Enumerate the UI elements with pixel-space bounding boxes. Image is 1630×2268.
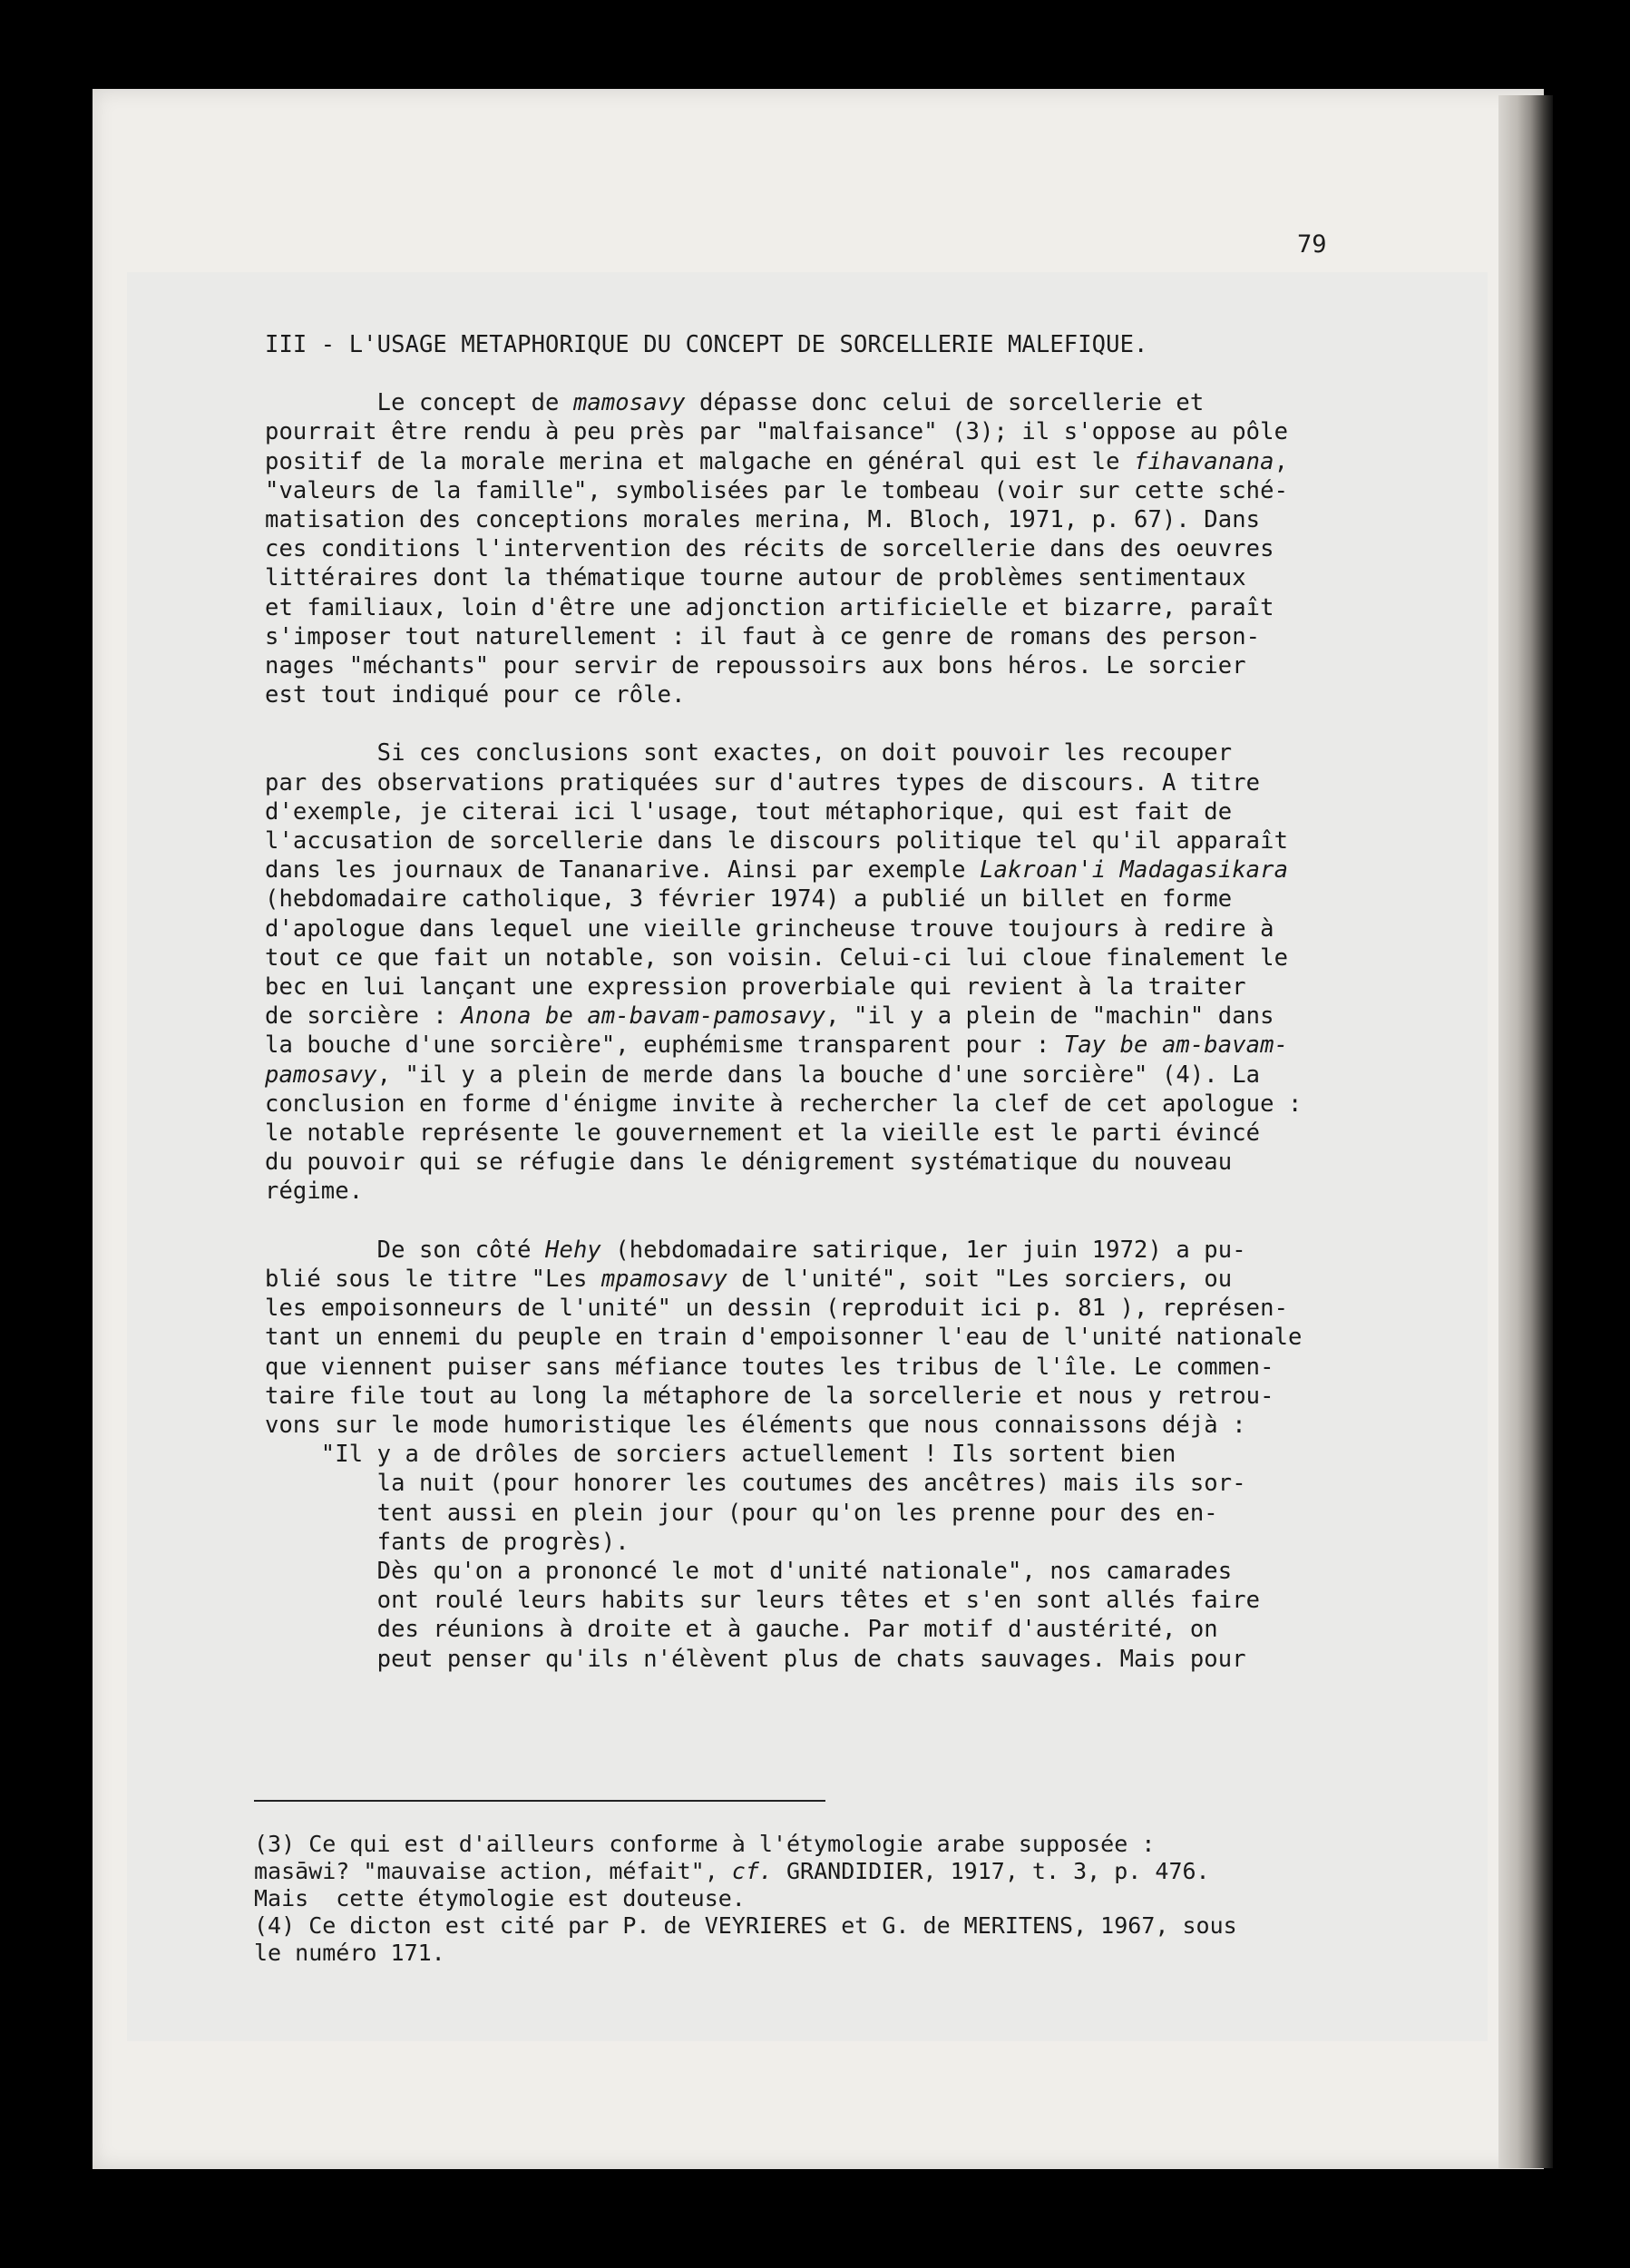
quote-line: "Il y a de drôles de sorciers actuellement ! Ils sortent bien xyxy=(265,1441,1176,1469)
p1-line: positif de la morale merina et malgache en général qui est le fihavanana, xyxy=(265,447,1289,475)
quote-line: tent aussi en plein jour (pour qu'on les prenne pour des en- xyxy=(265,1499,1218,1527)
p1-line: "valeurs de la famille", symbolisées par le tombeau (voir sur cette sché- xyxy=(265,476,1289,504)
footnotes-line: masāwi? "mauvaise action, méfait", cf. GRANDIDIER, 1917, t. 3, p. 476. xyxy=(254,1858,1210,1884)
quote-line: la nuit (pour honorer les coutumes des ancêtres) mais ils sor- xyxy=(265,1470,1246,1498)
p2-line: dans les journaux de Tananarive. Ainsi par exemple Lakroan'i Madagasikara xyxy=(265,856,1289,885)
p2-line: Si ces conclusions sont exactes, on doit pouvoir les recouper xyxy=(265,739,1233,767)
p2-line: (hebdomadaire catholique, 3 février 1974) a publié un billet en forme xyxy=(265,885,1233,914)
p2-line: d'apologue dans lequel une vieille grincheuse trouve toujours à redire à xyxy=(265,914,1274,943)
p2-line: régime. xyxy=(265,1178,364,1206)
p2-line: tout ce que fait un notable, son voisin. Celui-ci lui cloue finalement le xyxy=(265,943,1289,972)
p1-line: littéraires dont la thématique tourne autour de problèmes sentimentaux xyxy=(265,564,1246,592)
quote-line: ont roulé leurs habits sur leurs têtes et s'en sont allés faire xyxy=(265,1587,1261,1615)
footnotes-line: (4) Ce dicton est cité par P. de VEYRIERES et G. de MERITENS, 1967, sous xyxy=(254,1912,1237,1939)
p3-line: tant un ennemi du peuple en train d'empoisonner l'eau de l'unité nationale xyxy=(265,1324,1303,1352)
quote-line: fants de progrès). xyxy=(265,1528,630,1556)
p3-line: De son côté Hehy (hebdomadaire satirique, 1er juin 1972) a pu- xyxy=(265,1236,1246,1264)
p3-line: taire file tout au long la métaphore de la sorcellerie et nous y retrou- xyxy=(265,1382,1274,1410)
p2-line: de sorcière : Anona be am-bavam-pamosavy, "il y a plein de "machin" dans xyxy=(265,1002,1274,1031)
p3-line: que viennent puiser sans méfiance toutes les tribus de l'île. Le commen- xyxy=(265,1353,1274,1381)
section-heading: III - L'USAGE METAPHORIQUE DU CONCEPT DE SORCELLERIE MALEFIQUE. xyxy=(265,331,1148,358)
footnotes-line: (3) Ce qui est d'ailleurs conforme à l'étymologie arabe supposée : xyxy=(254,1831,1156,1857)
p2-line: la bouche d'une sorcière", euphémisme transparent pour : Tay be am-bavam- xyxy=(265,1031,1289,1060)
p1-line: pourrait être rendu à peu près par "malfaisance" (3); il s'oppose au pôle xyxy=(265,418,1289,446)
page-edge xyxy=(1498,95,1553,2168)
p2-line: du pouvoir qui se réfugie dans le dénigrement systématique du nouveau xyxy=(265,1149,1233,1177)
p1-line: et familiaux, loin d'être une adjonction artificielle et bizarre, paraît xyxy=(265,593,1274,621)
footnotes-line: Mais cette étymologie est douteuse. xyxy=(254,1885,746,1911)
footnotes-line: le numéro 171. xyxy=(254,1940,445,1966)
paragraph-3 xyxy=(265,1236,1362,1440)
p1-line: Le concept de mamosavy dépasse donc celui de sorcellerie et xyxy=(265,389,1205,417)
p1-line: nages "méchants" pour servir de repoussoirs aux bons héros. Le sorcier xyxy=(265,652,1246,680)
quote-line: des réunions à droite et à gauche. Par motif d'austérité, on xyxy=(265,1616,1218,1644)
quotation xyxy=(265,1440,1362,1674)
p2-line: le notable représente le gouvernement et la vieille est le parti évincé xyxy=(265,1119,1261,1148)
quote-line: peut penser qu'ils n'élèvent plus de chats sauvages. Mais pour xyxy=(265,1645,1246,1673)
p2-line: conclusion en forme d'énigme invite à rechercher la clef de cet apologue : xyxy=(265,1090,1303,1118)
p1-line: ces conditions l'intervention des récits de sorcellerie dans des oeuvres xyxy=(265,535,1274,563)
p2-line: par des observations pratiquées sur d'autres types de discours. A titre xyxy=(265,768,1261,797)
footnotes xyxy=(254,1831,1333,1967)
footnote-rule xyxy=(254,1800,825,1802)
p1-line: matisation des conceptions morales merina, M. Bloch, 1971, p. 67). Dans xyxy=(265,506,1261,534)
page-number: 79 xyxy=(1297,230,1327,259)
p2-line: bec en lui lançant une expression proverbiale qui revient à la traiter xyxy=(265,973,1246,1002)
paragraph-1 xyxy=(265,388,1362,709)
quote-line: Dès qu'on a prononcé le mot d'unité nationale", nos camarades xyxy=(265,1557,1233,1585)
p1-line: est tout indiqué pour ce rôle. xyxy=(265,681,686,709)
paragraph-2 xyxy=(265,738,1362,1206)
p3-line: vons sur le mode humoristique les éléments que nous connaissons déjà : xyxy=(265,1411,1246,1439)
p1-line: s'imposer tout naturellement : il faut à ce genre de romans des person- xyxy=(265,622,1261,650)
p2-line: d'exemple, je citerai ici l'usage, tout métaphorique, qui est fait de xyxy=(265,797,1233,826)
main-text xyxy=(265,330,1362,1674)
p2-line: pamosavy, "il y a plein de merde dans la bouche d'une sorcière" (4). La xyxy=(265,1061,1261,1089)
p2-line: l'accusation de sorcellerie dans le discours politique tel qu'il apparaît xyxy=(265,827,1289,855)
p3-line: blié sous le titre "Les mpamosavy de l'unité", soit "Les sorciers, ou xyxy=(265,1265,1233,1293)
p3-line: les empoisonneurs de l'unité" un dessin (reproduit ici p. 81 ), représen- xyxy=(265,1295,1289,1323)
